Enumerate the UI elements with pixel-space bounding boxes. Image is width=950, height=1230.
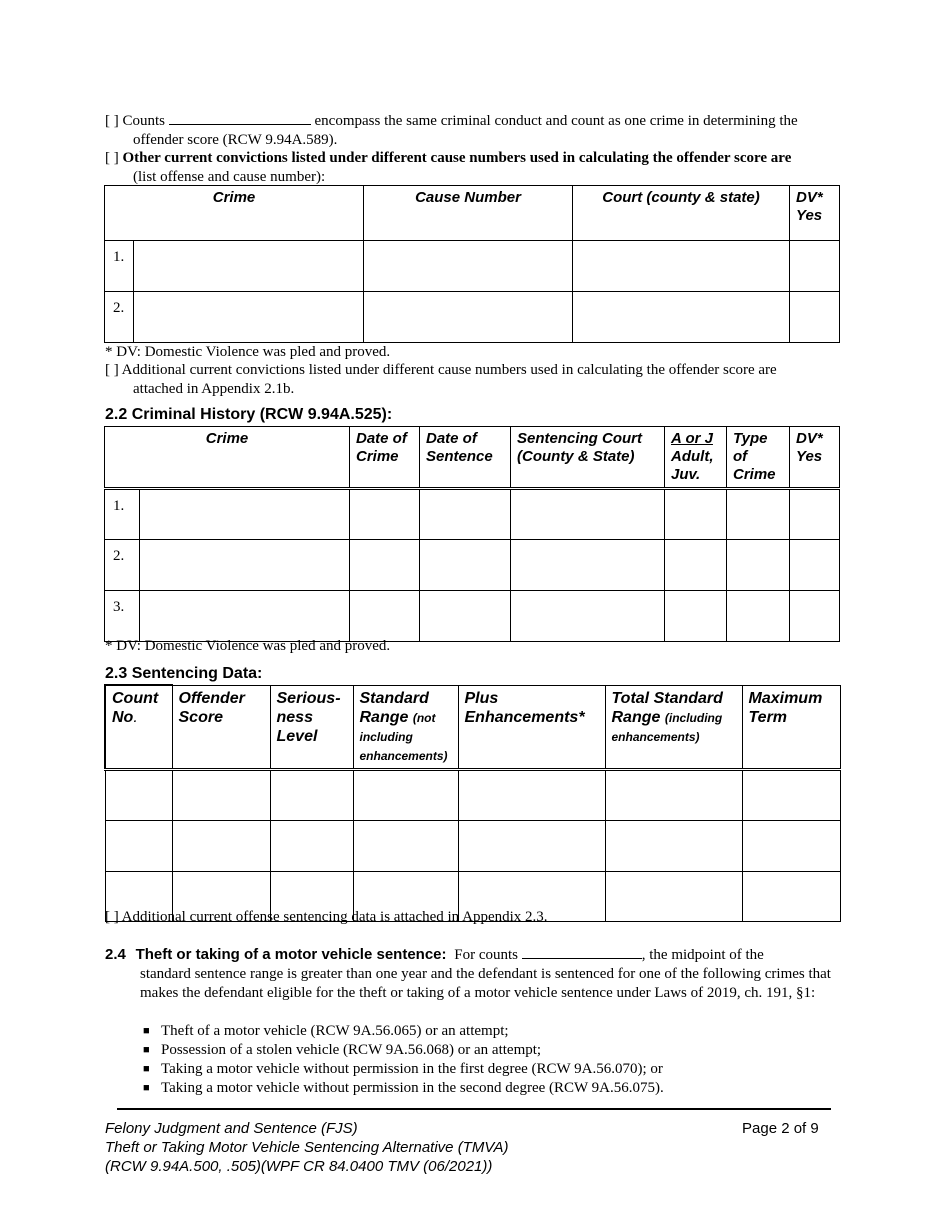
cell-crime[interactable] (134, 241, 364, 292)
tmva-paragraph: standard sentence range is greater than one year and the defendant is sentenced for one of the following crimes that makes the defendant eligible for the theft or taking of a motor vehicle sentence under Laws of 2019, ch. 191, §1: (140, 966, 831, 1001)
list-item (133, 1060, 833, 1079)
col-plus-enhancements: Plus Enhancements* (458, 685, 605, 769)
cell-crime[interactable] (140, 540, 350, 591)
footer-line-1: Felony Judgment and Sentence (FJS) (105, 1120, 358, 1137)
cell-court[interactable] (511, 540, 665, 591)
dv-note-1: * DV: Domestic Violence was pled and proved. (105, 344, 391, 360)
table-row (105, 241, 840, 292)
cell-enhancements[interactable] (458, 769, 605, 820)
col-court: Court (county & state) (573, 186, 790, 241)
bullet-text: Possession of a stolen vehicle (RCW 9A.56.068) or an attempt; (161, 1042, 542, 1058)
col-date-of-crime: Date of Crime (350, 427, 420, 489)
cell-date-sentence[interactable] (420, 489, 511, 540)
col-crime: Crime (105, 186, 364, 241)
col-maximum-term: Maximum Term (742, 685, 840, 769)
counts-blank[interactable] (169, 112, 311, 125)
standard-range-label: Standard Range (359, 689, 429, 726)
other-bold-text: Other current convictions listed under different cause numbers used in calculating the offender score are (122, 150, 792, 166)
no-label: No (112, 709, 134, 726)
col-date-of-sentence: Date of Sentence (420, 427, 511, 489)
cell-cause[interactable] (364, 292, 573, 343)
cell-enhancements[interactable] (458, 820, 605, 871)
tmva-section (105, 945, 835, 1003)
row-number: 3. (105, 591, 140, 642)
tmva-title: Theft or taking of a motor vehicle sentence: (135, 946, 447, 963)
col-total-standard-range (605, 685, 742, 769)
cell-count[interactable] (105, 820, 172, 871)
cell-dv[interactable] (790, 591, 840, 642)
cell-aj[interactable] (665, 591, 727, 642)
total-range-label: Total Standard Range (611, 689, 723, 726)
cell-court[interactable] (573, 292, 790, 343)
tmva-for-counts: For counts (454, 947, 519, 963)
cell-crime[interactable] (140, 591, 350, 642)
no-dot: . (133, 709, 138, 726)
bullet-icon: ■ (143, 1044, 150, 1056)
criminal-history-table (104, 426, 840, 642)
bullet-icon: ■ (143, 1063, 150, 1075)
total-range-sub: (including enhancements) (611, 710, 723, 744)
cell-type[interactable] (727, 540, 790, 591)
cell-maximum-term[interactable] (742, 820, 840, 871)
cell-offender-score[interactable] (172, 820, 270, 871)
table-row (105, 591, 840, 642)
other-line2: (list offense and cause number): (133, 169, 326, 185)
list-item (133, 1079, 833, 1098)
table-row (105, 489, 840, 540)
aj-rest: Adult, Juv. (671, 448, 714, 483)
col-offender-score: Offender Score (172, 685, 270, 769)
col-seriousness-level: Serious-ness Level (270, 685, 353, 769)
row-number: 1. (105, 241, 134, 292)
cell-total-range[interactable] (605, 769, 742, 820)
footer-rule (117, 1108, 831, 1110)
cell-dv[interactable] (790, 292, 840, 343)
row-number: 1. (105, 489, 140, 540)
cell-aj[interactable] (665, 540, 727, 591)
cell-count[interactable] (105, 769, 172, 820)
col-dv-yes: DV* Yes (790, 186, 840, 241)
sentencing-data-table (104, 684, 841, 922)
table-row (105, 540, 840, 591)
col-cause-number: Cause Number (364, 186, 573, 241)
other-checkbox[interactable]: [ ] (105, 150, 119, 166)
list-item (133, 1022, 833, 1041)
footer-line-3: (RCW 9.94A.500, .505)(WPF CR 84.0400 TMV (06/2021)) (105, 1158, 493, 1175)
cell-dv[interactable] (790, 540, 840, 591)
additional-line2: attached in Appendix 2.1b. (133, 381, 295, 397)
cell-aj[interactable] (665, 489, 727, 540)
list-item (133, 1041, 833, 1060)
col-sentencing-court: Sentencing Court (County & State) (511, 427, 665, 489)
footer-title-block (105, 1119, 665, 1176)
dv-note-2: * DV: Domestic Violence was pled and proved. (105, 638, 391, 654)
cell-date-crime[interactable] (350, 540, 420, 591)
cell-court[interactable] (573, 241, 790, 292)
counts-suffix: encompass the same criminal conduct and count as one crime in determining the (314, 113, 798, 129)
table-row (105, 292, 840, 343)
cell-cause[interactable] (364, 241, 573, 292)
cell-seriousness[interactable] (270, 820, 353, 871)
col-standard-range (353, 685, 458, 769)
footer-line-2: Theft or Taking Motor Vehicle Sentencing Alternative (TMVA) (105, 1139, 509, 1156)
cell-offender-score[interactable] (172, 769, 270, 820)
additional-line1: [ ] Additional current convictions listed under different cause numbers used in calculating the offender score are (105, 362, 777, 378)
table-row (105, 820, 840, 871)
counts-prefix: [ ] Counts (105, 113, 165, 129)
other-convictions-table (104, 185, 840, 343)
cell-date-sentence[interactable] (420, 540, 511, 591)
cell-dv[interactable] (790, 241, 840, 292)
cell-date-crime[interactable] (350, 489, 420, 540)
cell-dv[interactable] (790, 489, 840, 540)
cell-standard-range[interactable] (353, 769, 458, 820)
bullet-icon: ■ (143, 1025, 150, 1037)
bullet-icon: ■ (143, 1082, 150, 1094)
bullet-text: Taking a motor vehicle without permission in the first degree (RCW 9A.56.070); or (161, 1061, 663, 1077)
tmva-counts-blank[interactable] (522, 946, 642, 959)
tmva-crime-list (133, 1022, 833, 1098)
cell-maximum-term[interactable] (742, 769, 840, 820)
cell-court[interactable] (511, 489, 665, 540)
counts-same-conduct (105, 112, 845, 150)
col-crime: Crime (105, 427, 350, 489)
cell-type[interactable] (727, 489, 790, 540)
count-label: Count (112, 690, 159, 707)
page-number: Page 2 of 9 (742, 1120, 819, 1137)
other-convictions (105, 149, 845, 187)
counts-line2: offender score (RCW 9.94A.589). (133, 132, 338, 148)
cell-court[interactable] (511, 591, 665, 642)
bullet-text: Taking a motor vehicle without permission in the second degree (RCW 9A.56.075). (161, 1080, 664, 1096)
cell-standard-range[interactable] (353, 820, 458, 871)
criminal-history-heading: 2.2 Criminal History (RCW 9.94A.525): (105, 406, 393, 423)
cell-total-range[interactable] (605, 820, 742, 871)
table-row (105, 769, 840, 820)
row-number: 2. (105, 540, 140, 591)
standard-range-sub: (not including enhancements) (359, 710, 448, 763)
cell-total-range[interactable] (605, 871, 742, 921)
cell-date-crime[interactable] (350, 591, 420, 642)
col-type-of-crime: Type of Crime (727, 427, 790, 489)
cell-maximum-term[interactable] (742, 871, 840, 921)
cell-crime[interactable] (140, 489, 350, 540)
bullet-text: Theft of a motor vehicle (RCW 9A.56.065) or an attempt; (161, 1023, 509, 1039)
tmva-number: 2.4 (105, 946, 126, 963)
row-number: 2. (105, 292, 134, 343)
cell-date-sentence[interactable] (420, 591, 511, 642)
cell-type[interactable] (727, 591, 790, 642)
col-dv-yes: DV* Yes (790, 427, 840, 489)
col-adult-juv (665, 427, 727, 489)
additional-sentencing-data: [ ] Additional current offense sentencing data is attached in Appendix 2.3. (105, 909, 548, 925)
additional-convictions (105, 361, 845, 399)
tmva-midpoint: , the midpoint of the (641, 947, 764, 963)
cell-crime[interactable] (134, 292, 364, 343)
aj-label: A or J (671, 430, 713, 447)
cell-seriousness[interactable] (270, 769, 353, 820)
col-count-no (105, 685, 172, 769)
sentencing-data-heading: 2.3 Sentencing Data: (105, 665, 263, 682)
